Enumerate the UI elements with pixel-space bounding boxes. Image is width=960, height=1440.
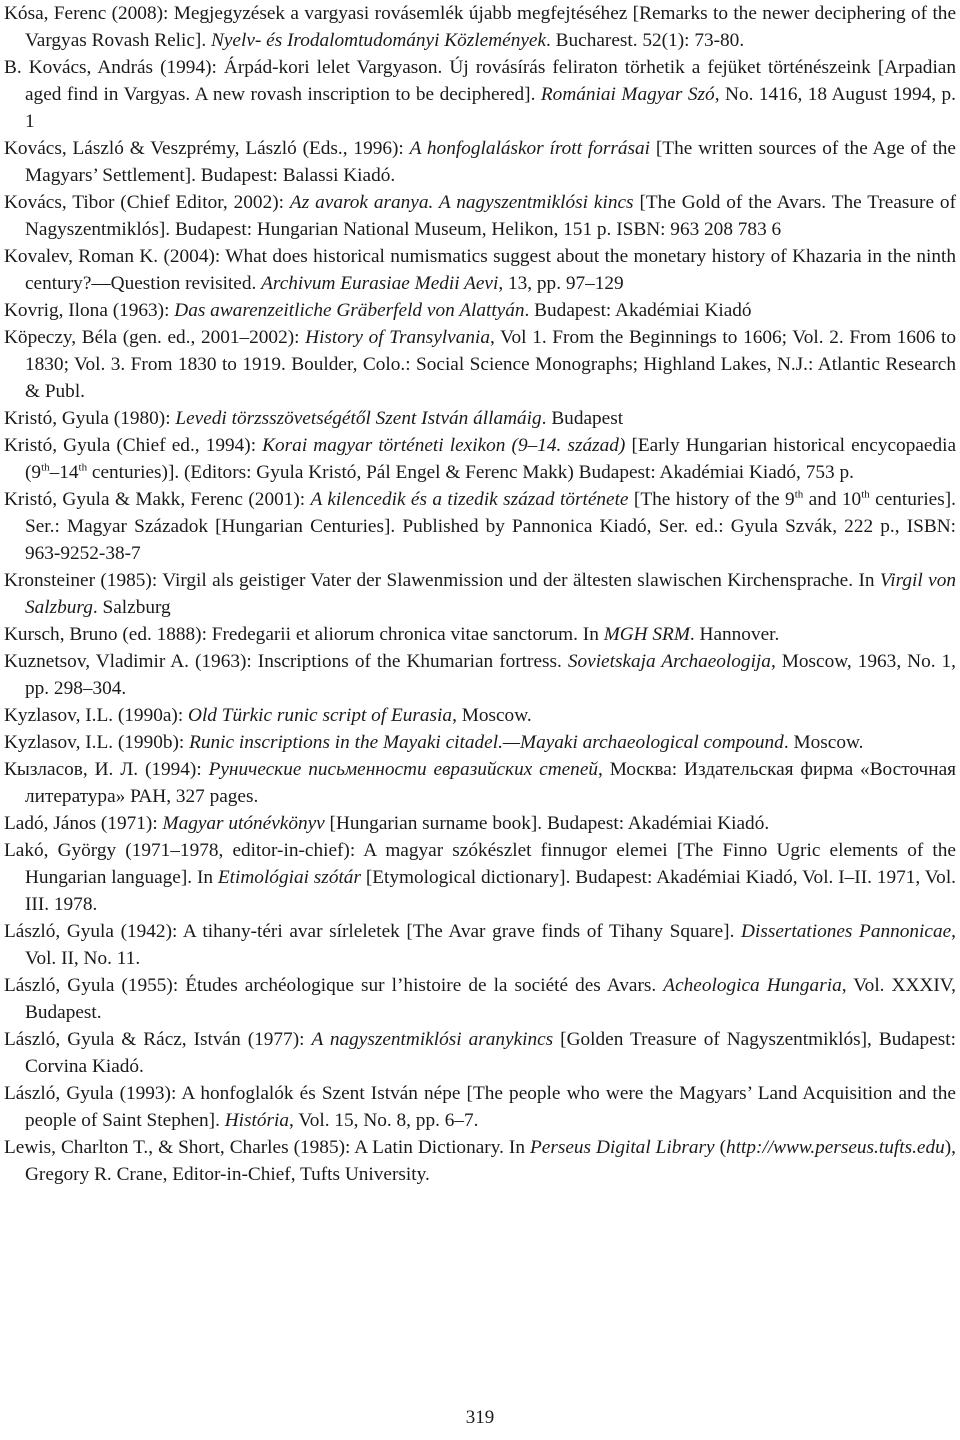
reference-entry [4,756,956,810]
reference-text: Kósa, Ferenc (2008): Megjegyzések a vargyasi rovásemlék újabb megfejtéséhez [Remarks to the newer deciphering of the Vargyas Rovash Relic]. [4,3,956,51]
italic-title: Levedi törzsszövetségétől Szent István államáig [175,408,542,429]
reference-list [4,0,956,1188]
reference-text: . Bucharest. 52(1): 73-80. [546,30,745,51]
reference-text: Kovács, László & Veszprémy, László (Eds., 1996): [4,138,410,159]
reference-text: Lewis, Charlton T., & Short, Charles (1985): A Latin Dictionary. In [4,1137,530,1158]
reference-text: , Moscow. [452,705,532,726]
reference-entry [4,1134,956,1188]
reference-text: László, Gyula (1942): A tihany-téri avar sírleletek [The Avar grave finds of Tihany Square]. [4,921,742,942]
reference-entry [4,324,956,405]
reference-text: Köpeczy, Béla (gen. ed., 2001–2002): [4,327,306,348]
reference-text: Kristó, Gyula (Chief ed., 1994): [4,435,263,456]
reference-entry [4,405,956,432]
italic-title: Das awarenzeitliche Gräberfeld von Alattyán [174,300,525,321]
reference-text: , Vol 1. From the Beginnings to 1606; Vol. 2. From 1606 to 1830; Vol. 3. From 1830 to 1919. Boulder, Colo.: Social Science Monographs; Highland Lakes, N.J.: Atlantic Research & Publ. [25,327,956,402]
reference-text: centuries)]. (Editors: Gyula Kristó, Pál Engel & Ferenc Makk) Budapest: Akadémiai Kiadó, 753 p. [87,462,854,483]
reference-entry [4,729,956,756]
reference-text: [The Gold of the Avars. The Treasure of Nagyszentmiklós]. Budapest: Hungarian National Museum, Helikon, 151 p. ISBN: 963 208 783 6 [25,192,956,240]
reference-text: . Salzburg [92,597,171,618]
reference-text: Kristó, Gyula (1980): [4,408,176,429]
reference-entry [4,810,956,837]
reference-text: Kovács, Tibor (Chief Editor, 2002): [4,192,290,213]
reference-entry [4,189,956,243]
reference-text: László, Gyula (1993): A honfoglalók és Szent István népe [The people who were the Magyars’ Land Acquisition and the people of Saint Stephen]. [4,1083,956,1131]
reference-entry [4,567,956,621]
reference-text: László, Gyula (1955): Études archéologique sur l’histoire de la société des Avars. [4,975,664,996]
italic-title: Virgil von Salzburg [25,570,956,618]
reference-text: [Etymological dictionary]. Budapest: Akadémiai Kiadó, Vol. I–II. 1971, Vol. III. 1978. [25,867,956,915]
reference-text: ( [714,1137,727,1158]
italic-title: Runic inscriptions in the Mayaki citadel.—Mayaki archaeological compound [189,732,784,753]
reference-entry [4,972,956,1026]
reference-entry [4,432,956,486]
reference-entry [4,486,956,567]
superscript: th [794,488,804,501]
italic-title: História [224,1110,290,1131]
reference-text: B. Kovács, András (1994): Árpád-kori lelet Vargyason. Új rovásírás feliraton törhetik a fejüket történészeink [Arpadian aged find in Vargyas. A new rovash inscription to be deciphered]. [4,57,956,105]
reference-text: [The history of the 9 [628,489,795,510]
reference-text: Kovalev, Roman K. (2004): What does historical numismatics suggest about the monetary history of Khazaria in the ninth century?—Question revisited. [4,246,956,294]
reference-entry [4,1080,956,1134]
reference-text: [Hungarian surname book]. Budapest: Akadémiai Kiadó. [324,813,770,834]
reference-entry [4,297,956,324]
italic-title: Nyelv- és Irodalomtudományi Közlemények [211,30,547,51]
reference-entry [4,54,956,135]
reference-text: , Vol. II, No. 11. [25,921,956,969]
page-number: 319 [465,1407,495,1428]
reference-text: , 13, pp. 97–129 [498,273,624,294]
reference-text: Kronsteiner (1985): Virgil als geistiger Vater der Slawenmission und der ältesten slawischen Kirchensprache. In [4,570,880,591]
reference-text: [Golden Treasure of Nagyszentmiklós], Budapest: Corvina Kiadó. [25,1029,956,1077]
reference-entry [4,702,956,729]
reference-text: , Vol. 15, No. 8, pp. 6–7. [289,1110,479,1131]
italic-title: Korai magyar történeti lexikon (9–14. század) [262,435,626,456]
reference-text: . Hannover. [689,624,780,645]
reference-text: [Early Hungarian historical encycopaedia (9 [25,435,957,483]
reference-text: Kuznetsov, Vladimir A. (1963): Inscriptions of the Khumarian fortress. [4,651,568,672]
reference-text: . Budapest [541,408,624,429]
reference-text: Lakó, György (1971–1978, editor-in-chief): A magyar szókészlet finnugor elemei [The Finno Ugric elements of the Hungarian language]. In [4,840,956,888]
reference-text: . Moscow. [783,732,864,753]
reference-entry [4,621,956,648]
reference-text: László, Gyula & Rácz, István (1977): [4,1029,312,1050]
reference-text: Kyzlasov, I.L. (1990a): [4,705,189,726]
reference-text: Kursch, Bruno (ed. 1888): Fredegarii et aliorum chronica vitae sanctorum. In [4,624,604,645]
reference-entry [4,648,956,702]
italic-title: Etimológiai szótár [217,867,361,888]
reference-entry [4,0,956,54]
reference-entry [4,918,956,972]
italic-title: Dissertationes Pannonicae [741,921,952,942]
italic-title: MGH SRM [603,624,690,645]
italic-title: Perseus Digital Library [529,1137,715,1158]
reference-entry [4,837,956,918]
reference-text: , Москва: Издательская фирма «Восточная литература» РАН, 327 pages. [25,759,956,807]
italic-title: A kilencedik és a tizedik század története [310,489,629,510]
italic-title: A nagyszentmiklósi aranykincs [311,1029,554,1050]
reference-text: , No. 1416, 18 August 1994, p. 1 [25,84,957,132]
reference-text: Kyzlasov, I.L. (1990b): [4,732,190,753]
reference-entry [4,243,956,297]
italic-title: Archivum Eurasiae Medii Aevi [261,273,499,294]
reference-entry [4,1026,956,1080]
reference-text: Кызласов, И. Л. (1994): [4,759,209,780]
reference-text: –14 [49,462,79,483]
reference-text: ), Gregory R. Crane, Editor-in-Chief, Tufts University. [25,1137,956,1185]
reference-text: Kristó, Gyula & Makk, Ferenc (2001): [4,489,311,510]
reference-text: and 10 [803,489,862,510]
italic-title: History of Transylvania [305,327,490,348]
italic-title: Acheologica Hungaria [663,975,842,996]
superscript: th [861,488,870,501]
reference-text: . Budapest: Akadémiai Kiadó [524,300,752,321]
superscript: th [78,461,88,474]
reference-text: centuries]. Ser.: Magyar Századok [Hungarian Centuries]. Published by Pannonica Kiadó, Ser. ed.: Gyula Szvák, 222 p., ISBN: 963-9252-38-7 [25,489,956,564]
superscript: th [41,461,50,474]
reference-text: , Moscow, 1963, No. 1, pp. 298–304. [25,651,956,699]
reference-text: , Vol. XXXIV, Budapest. [25,975,956,1023]
italic-title: Romániai Magyar Szó [540,84,715,105]
reference-text: Ladó, János (1971): [4,813,163,834]
italic-title: http://www.perseus.tufts.edu [726,1137,945,1158]
italic-title: A honfoglaláskor írott forrásai [409,138,651,159]
italic-title: Рунические письменности евразийских степей [208,759,599,780]
reference-entry [4,135,956,189]
italic-title: Az avarok aranya. A nagyszentmiklósi kincs [289,192,634,213]
italic-title: Sovietskaja Archaeologija [567,651,771,672]
reference-text: [The written sources of the Age of the Magyars’ Settlement]. Budapest: Balassi Kiadó. [25,138,956,186]
italic-title: Magyar utónévkönyv [162,813,325,834]
reference-text: Kovrig, Ilona (1963): [4,300,175,321]
italic-title: Old Türkic runic script of Eurasia [188,705,453,726]
